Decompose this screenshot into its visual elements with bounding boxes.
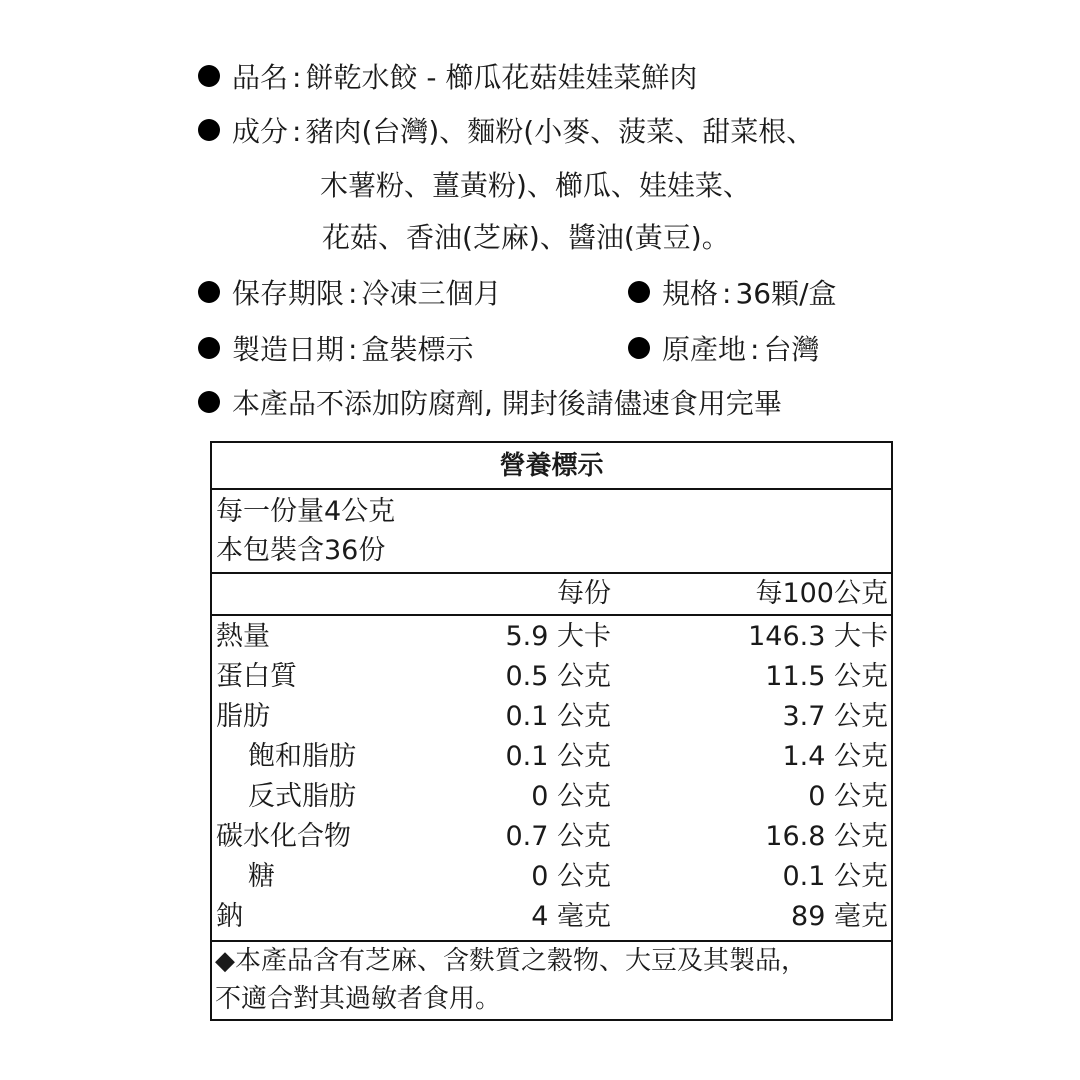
spec-value: 36顆/盒 — [735, 277, 837, 310]
manufacture-date-label: 製造日期 — [232, 333, 345, 366]
nutrient-row-sugar — [212, 857, 891, 897]
nutrient-row-protein — [212, 657, 891, 697]
nutrient-per-serving: 0.5 公克 — [505, 661, 611, 692]
bullet-icon — [198, 337, 220, 359]
allergen-note-line-2: 不適合對其過敏者食用。 — [215, 984, 502, 1014]
product-name-value: 餅乾水餃 - 櫛瓜花菇娃娃菜鮮肉 — [305, 61, 698, 94]
spec-label: 規格 — [662, 277, 719, 310]
nutrient-per-serving: 5.9 大卡 — [505, 621, 611, 652]
bullet-icon — [198, 65, 220, 87]
nutrient-name: 飽和脂肪 — [248, 741, 356, 772]
nutrient-per-100g: 11.5 公克 — [765, 661, 888, 692]
separator: : — [348, 333, 358, 366]
nutrient-per-serving: 0.7 公克 — [505, 821, 611, 852]
origin-value: 台灣 — [763, 333, 820, 366]
nutrient-name: 脂肪 — [216, 701, 270, 732]
nutrient-row-carbohydrate — [212, 817, 891, 857]
ingredients-line-1: 豬肉(台灣)、麵粉(小麥、菠菜、甜菜根、 — [305, 115, 815, 148]
ingredients-line-2: 木薯粉、薑黃粉)、櫛瓜、娃娃菜、 — [320, 169, 751, 202]
nutrient-per-100g: 3.7 公克 — [782, 701, 888, 732]
nutrient-per-serving: 4 毫克 — [531, 901, 611, 932]
bullet-icon — [628, 337, 650, 359]
nutrient-row-calories — [212, 617, 891, 657]
nutrient-row-saturated-fat — [212, 737, 891, 777]
nutrient-per-100g: 89 毫克 — [791, 901, 888, 932]
nutrient-name: 反式脂肪 — [248, 781, 356, 812]
column-header-per-serving: 每份 — [557, 578, 611, 609]
nutrient-per-100g: 1.4 公克 — [782, 741, 888, 772]
nutrient-per-serving: 0 公克 — [531, 781, 611, 812]
divider — [212, 488, 891, 490]
divider — [212, 614, 891, 616]
nutrient-name: 蛋白質 — [216, 661, 297, 692]
shelf-life-line — [198, 276, 501, 312]
bullet-icon — [198, 119, 220, 141]
bullet-icon — [198, 281, 220, 303]
product-name-line — [198, 60, 697, 96]
nutrient-row-trans-fat — [212, 777, 891, 817]
separator: : — [292, 115, 302, 148]
nutrition-title: 營養標示 — [499, 451, 604, 481]
bullet-icon — [198, 391, 220, 413]
nutrient-per-serving: 0.1 公克 — [505, 741, 611, 772]
nutrition-table — [210, 441, 893, 1021]
nutrient-name: 熱量 — [216, 621, 270, 652]
nutrient-name: 碳水化合物 — [216, 821, 351, 852]
nutrient-row-sodium — [212, 897, 891, 937]
nutrient-per-100g: 0 公克 — [808, 781, 888, 812]
nutrient-per-100g: 146.3 大卡 — [748, 621, 888, 652]
allergen-note-line-1: ◆本產品含有芝麻、含麩質之穀物、大豆及其製品， — [215, 946, 807, 976]
notice-line — [198, 386, 782, 422]
origin-label: 原產地 — [662, 333, 747, 366]
separator: : — [348, 277, 358, 310]
ingredients-line-3: 花菇、香油(芝麻)、醬油(黃豆)。 — [322, 221, 730, 254]
separator: : — [750, 333, 760, 366]
nutrient-per-100g: 0.1 公克 — [782, 861, 888, 892]
column-header-per-100g: 每100公克 — [755, 578, 888, 609]
notice-text: 本產品不添加防腐劑, 開封後請儘速食用完畢 — [232, 387, 782, 420]
nutrient-name: 鈉 — [216, 901, 243, 932]
ingredients-label: 成分 — [232, 115, 289, 148]
nutrient-row-fat — [212, 697, 891, 737]
serving-size: 每一份量4公克 — [216, 496, 396, 527]
shelf-life-value: 冷凍三個月 — [361, 277, 502, 310]
origin-line — [628, 332, 819, 368]
separator: : — [292, 61, 302, 94]
separator: : — [722, 277, 732, 310]
ingredients-line — [198, 114, 814, 150]
nutrient-per-serving: 0.1 公克 — [505, 701, 611, 732]
nutrient-per-100g: 16.8 公克 — [765, 821, 888, 852]
servings-per-package: 本包裝含36份 — [216, 535, 386, 566]
manufacture-date-value: 盒裝標示 — [361, 333, 474, 366]
spec-line — [628, 276, 837, 312]
nutrient-per-serving: 0 公克 — [531, 861, 611, 892]
shelf-life-label: 保存期限 — [232, 277, 345, 310]
nutrient-name: 糖 — [248, 861, 275, 892]
bullet-icon — [628, 281, 650, 303]
manufacture-date-line — [198, 332, 473, 368]
product-name-label: 品名 — [232, 61, 289, 94]
